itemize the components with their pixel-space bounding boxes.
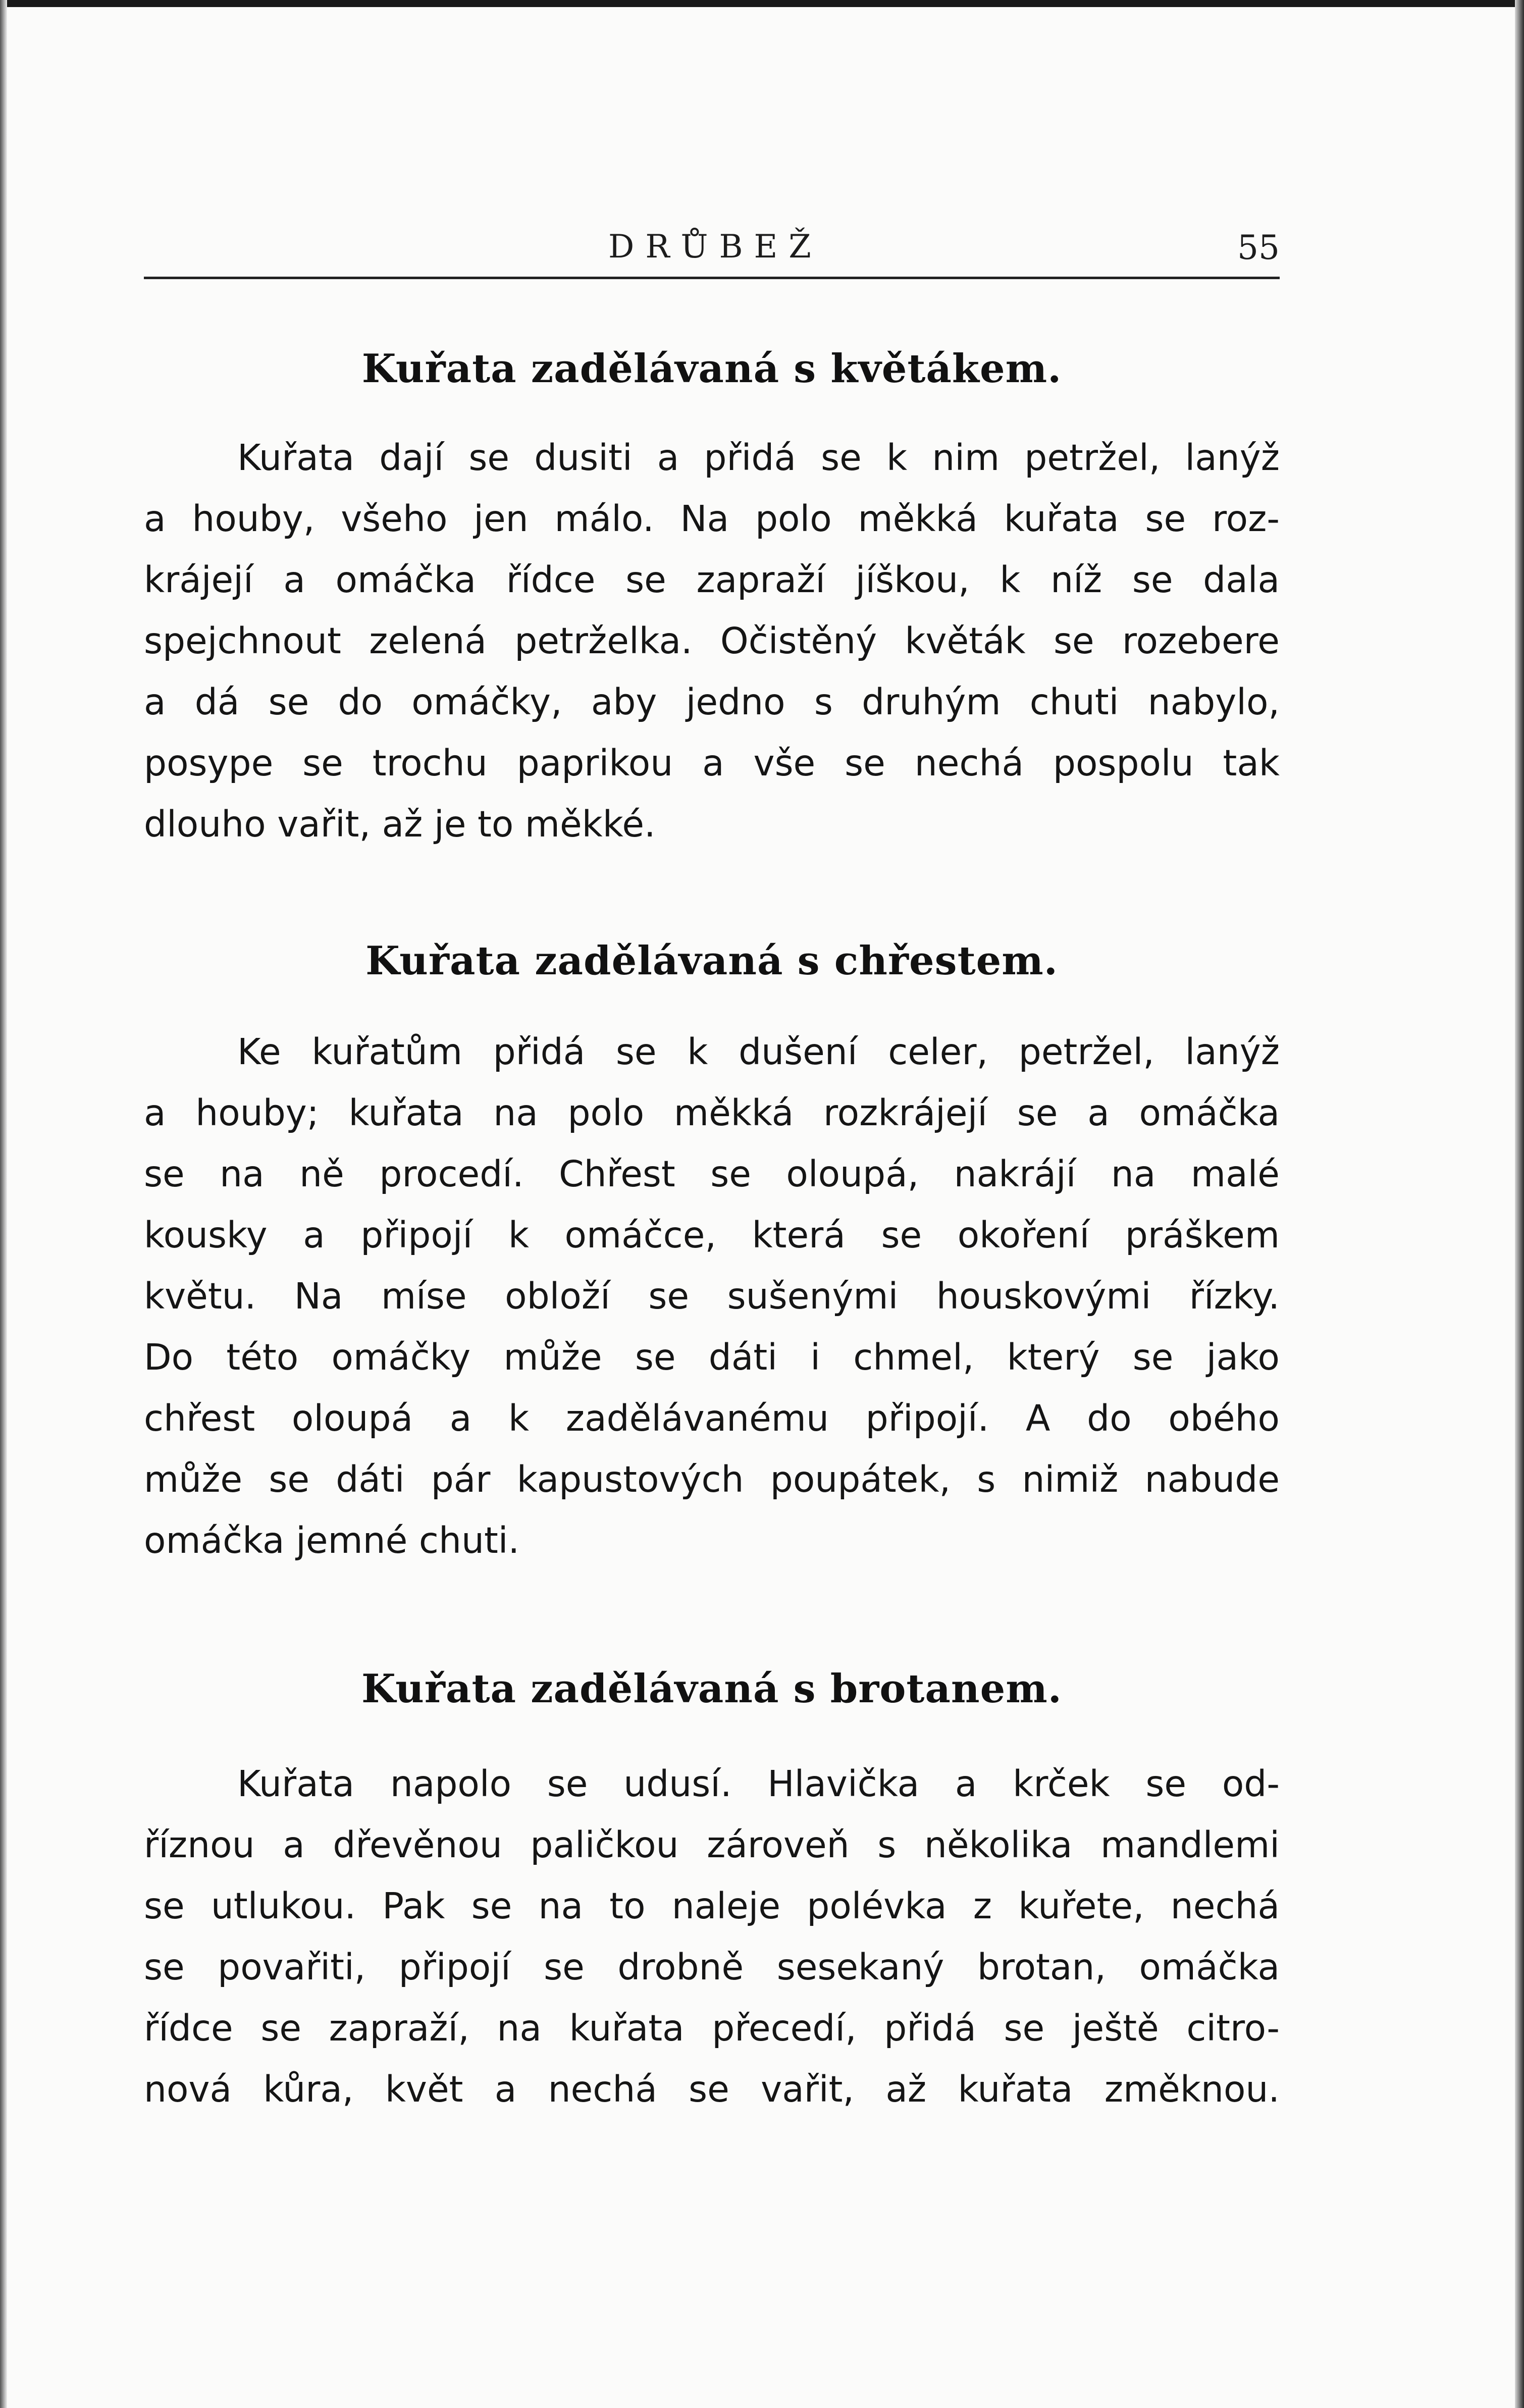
text-line: Kuřata napolo se udusí. Hlavička a krček se od- [237, 1763, 1280, 1805]
section-heading: Kuřata zadělávaná s chřestem. [365, 938, 1058, 984]
text-line: řídce se zapraží, na kuřata přecedí, přidá se ještě citro- [144, 2007, 1280, 2049]
page-number: 55 [1237, 228, 1280, 267]
text-line: květu. Na míse obloží se sušenými houskovými řízky. [144, 1275, 1280, 1317]
text-line: a houby; kuřata na polo měkká rozkrájejí se a omáčka [144, 1092, 1280, 1134]
text-line: Do této omáčky může se dáti i chmel, který se jako [144, 1336, 1280, 1378]
text-line: Kuřata dají se dusiti a přidá se k nim petržel, lanýž [237, 437, 1280, 479]
text-line: se utlukou. Pak se na to naleje polévka z kuřete, nechá [144, 1885, 1280, 1927]
section-paragraph [144, 427, 1280, 855]
page-edge-left [0, 0, 7, 2408]
text-line: a dá se do omáčky, aby jedno s druhým chuti nabylo, [144, 681, 1280, 723]
running-head [144, 221, 1280, 279]
section-paragraph [144, 1753, 1280, 2120]
text-line: a houby, všeho jen málo. Na polo měkká kuřata se roz- [144, 498, 1280, 540]
text-line: chřest oloupá a k zadělávanému připojí. A do obého [144, 1397, 1280, 1439]
text-line: krájejí a omáčka řídce se zapraží jíškou, k níž se dala [144, 559, 1280, 601]
text-line: Ke kuřatům přidá se k dušení celer, petržel, lanýž [237, 1031, 1280, 1073]
page-edge-right [1515, 0, 1524, 2408]
text-line: se povařiti, připojí se drobně sesekaný brotan, omáčka [144, 1946, 1280, 1988]
section-heading: Kuřata zadělávaná s brotanem. [361, 1666, 1062, 1712]
text-line: nová kůra, květ a nechá se vařit, až kuřata změknou. [144, 2068, 1280, 2110]
running-title: DRŮBEŽ [608, 228, 822, 266]
text-line: posype se trochu paprikou a vše se nechá pospolu tak [144, 742, 1280, 784]
text-line: může se dáti pár kapustových poupátek, s nimiž nabude [144, 1458, 1280, 1500]
text-line: spejchnout zelená petrželka. Očistěný květák se rozebere [144, 620, 1280, 662]
text-line: kousky a připojí k omáčce, která se okoření práškem [144, 1214, 1280, 1256]
text-line: se na ně procedí. Chřest se oloupá, nakrájí na malé [144, 1153, 1280, 1195]
text-line: omáčka jemné chuti. [144, 1520, 520, 1561]
section-heading: Kuřata zadělávaná s květákem. [361, 346, 1062, 392]
page-edge-top [0, 0, 1524, 7]
text-line: říznou a dřevěnou paličkou zároveň s několika mandlemi [144, 1824, 1280, 1866]
section-paragraph [144, 1021, 1280, 1571]
text-line: dlouho vařit, až je to měkké. [144, 803, 656, 845]
